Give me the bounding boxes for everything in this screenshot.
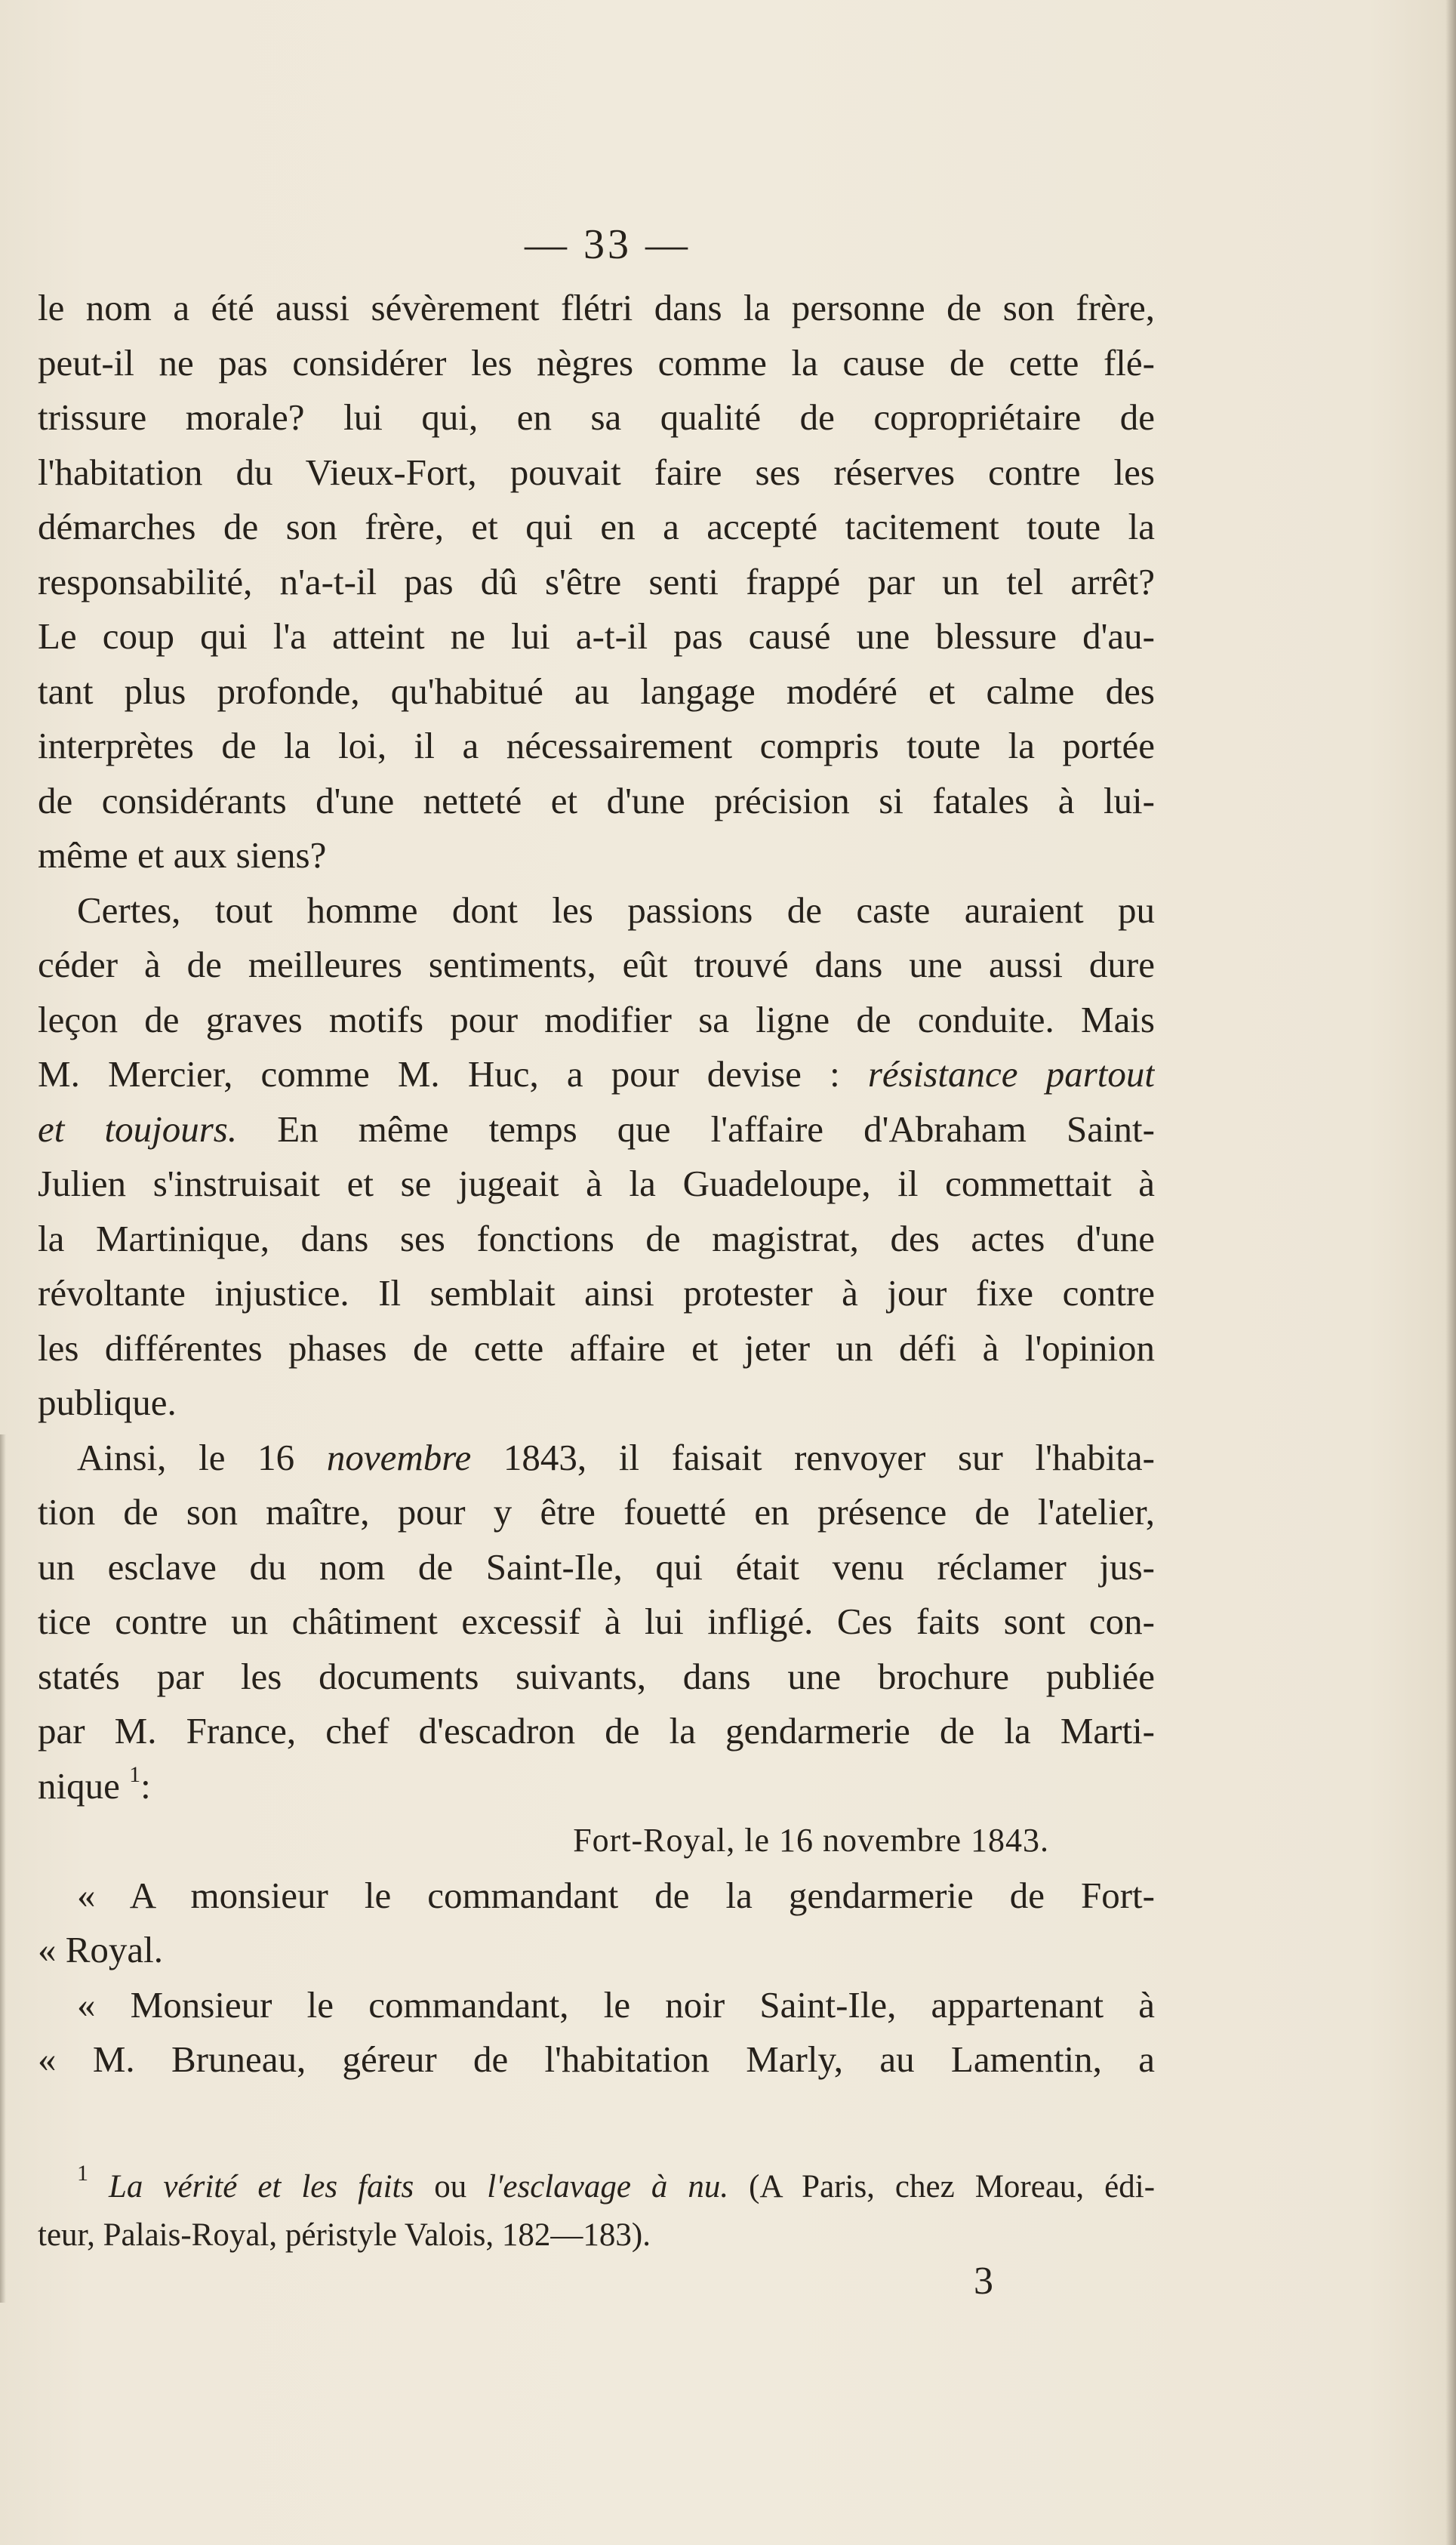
italic-run: La vérité et les faits xyxy=(109,2169,414,2205)
footnote-reference: 1 xyxy=(129,1761,141,1787)
text-run: Ainsi, le 16 xyxy=(77,1436,327,1478)
text-line xyxy=(38,1431,1155,1486)
text-line: responsabilité, n'a-t-il pas dû s'être senti frappé par un tel arrêt? xyxy=(38,560,1155,602)
text-line: par M. France, chef d'escadron de la gendarmerie de la Marti- xyxy=(38,1710,1155,1752)
text-run: ou xyxy=(414,2169,488,2205)
text-line: Certes, tout homme dont les passions de caste auraient pu xyxy=(77,889,1155,931)
text-line: le nom a été aussi sévèrement flétri dans la personne de son frère, xyxy=(38,287,1155,328)
text-line xyxy=(38,1759,1155,1814)
footnote xyxy=(38,2163,1155,2260)
italic-run: l'esclavage à nu. xyxy=(487,2169,729,2205)
text-run: nique xyxy=(38,1764,120,1807)
text-line xyxy=(38,1047,1155,1102)
footnote-line: teur, Palais-Royal, péristyle Valois, 182—183). xyxy=(38,2217,651,2253)
quoted-letter xyxy=(38,1869,1155,2087)
text-line: peut-il ne pas considérer les nègres comme la cause de cette flé- xyxy=(38,341,1155,384)
paragraph-2 xyxy=(38,883,1155,1431)
paragraph-3 xyxy=(38,1431,1155,1814)
text-line: démarches de son frère, et qui en a accepté tacitement toute la xyxy=(38,506,1155,547)
text-run: M. Mercier, comme M. Huc, a pour devise : xyxy=(38,1053,868,1095)
text-line: Le coup qui l'a atteint ne lui a-t-il pas causé une blessure d'au- xyxy=(38,615,1155,657)
text-line: l'habitation du Vieux-Fort, pouvait faire ses réserves contre les xyxy=(38,451,1155,493)
text-line: « Royal. xyxy=(38,1929,164,1970)
text-line: la Martinique, dans ses fonctions de magistrat, des actes d'une xyxy=(38,1217,1155,1259)
italic-run: résistance partout xyxy=(867,1053,1155,1095)
text-line: « A monsieur le commandant de la gendarmerie de Fort- xyxy=(77,1874,1155,1916)
text-line: les différentes phases de cette affaire et jeter un défi à l'opinion xyxy=(38,1326,1155,1369)
text-line: tion de son maître, pour y être fouetté en présence de l'atelier, xyxy=(38,1491,1155,1533)
text-line: statés par les documents suivants, dans une brochure publiée xyxy=(38,1655,1155,1697)
signature-mark: 3 xyxy=(974,2260,993,2303)
text-line: révoltante injustice. Il semblait ainsi protester à jour fixe contre xyxy=(38,1272,1155,1314)
text-line: « Monsieur le commandant, le noir Saint-Ile, appartenant à xyxy=(77,1983,1155,2026)
text-line: interprètes de la loi, il a nécessairement compris toute la portée xyxy=(38,725,1155,766)
page-edge-shadow xyxy=(1445,0,1456,2545)
text-line: publique. xyxy=(38,1382,177,1423)
italic-run: et toujours. xyxy=(38,1108,238,1150)
text-run: : xyxy=(140,1764,151,1807)
text-run: (A Paris, chez Moreau, édi- xyxy=(728,2169,1155,2205)
text-line: « M. Bruneau, géreur de l'habitation Marly, au Lamentin, a xyxy=(38,2038,1155,2080)
footnote-line xyxy=(38,2163,1155,2211)
text-line: céder à de meilleures sentiments, eût trouvé dans une aussi dure xyxy=(38,944,1155,985)
text-line: tant plus profonde, qu'habitué au langage modéré et calme des xyxy=(38,670,1155,712)
italic-run: novembre xyxy=(326,1436,472,1478)
text-line: Julien s'instruisait et se jugeait à la Guadeloupe, il commettait à xyxy=(38,1163,1155,1204)
text-run: En même temps que l'affaire d'Abraham Saint- xyxy=(237,1108,1155,1150)
footnote-marker: 1 xyxy=(77,2163,88,2186)
text-line: même et aux siens? xyxy=(38,834,327,876)
text-line: de considérants d'une netteté et d'une précision si fatales à lui- xyxy=(38,779,1155,821)
text-line: tice contre un châtiment excessif à lui infligé. Ces faits sont con- xyxy=(38,1601,1155,1642)
text-line: leçon de graves motifs pour modifier sa ligne de conduite. Mais xyxy=(38,998,1155,1040)
page-number: — 33 — xyxy=(525,221,691,268)
text-line: un esclave du nom de Saint-Ile, qui était venu réclamer jus- xyxy=(38,1545,1155,1588)
letter-dateline: Fort-Royal, le 16 novembre 1843. xyxy=(573,1822,1049,1859)
text-run: 1843, il faisait renvoyer sur l'habita- xyxy=(471,1436,1155,1478)
paragraph-1 xyxy=(38,281,1155,883)
text-line: trissure morale? lui qui, en sa qualité de copropriétaire de xyxy=(38,396,1155,438)
main-text xyxy=(38,281,1155,2087)
page-edge-shadow-left xyxy=(0,1434,6,2303)
text-line xyxy=(38,1102,1155,1157)
